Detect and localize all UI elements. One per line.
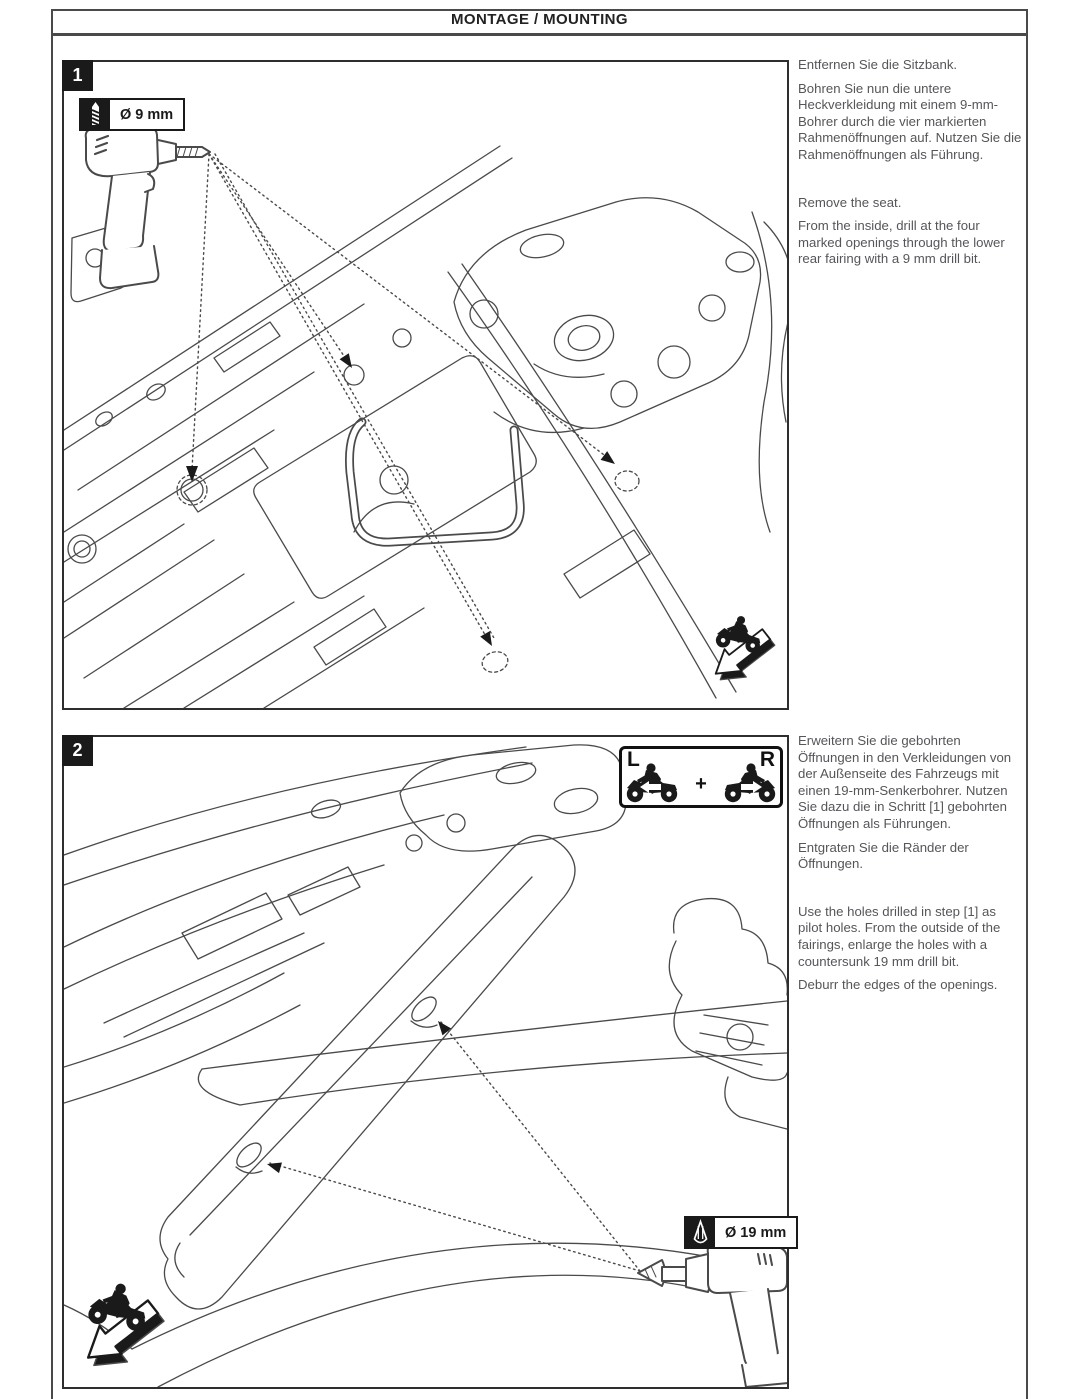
step2-text-de-1: Erweitern Sie die gebohrten Öffnungen in den Verkleidungen von der Außenseite des Fahrzeugs mit einen 19-mm-Senkerbohrer. Nutzen Sie dazu die in Schritt [1] gebohrten Öffnungen als Führungen. <box>798 733 1012 831</box>
rear-wheel-arch <box>64 1243 710 1387</box>
twist-drill-bit-icon <box>81 100 110 129</box>
leader-lines <box>192 154 612 640</box>
language-divider-gap <box>798 171 1022 195</box>
page-title: MONTAGE / MOUNTING <box>451 11 628 28</box>
step1-number-badge <box>62 60 93 91</box>
step1-tool-label <box>79 98 185 131</box>
legend-left-letter: L <box>627 748 640 771</box>
step1-text-de-2: Bohren Sie nun die untere Heckverkleidung mit einem 9-mm-Bohrer durch die vier markierten Rahmenöffnungen auf. Nutzen Sie die Rahmenöffnungen als Führung. <box>798 80 1022 162</box>
step2-figure-panel <box>62 735 789 1389</box>
step2-text-en-2: Deburr the edges of the openings. <box>798 977 998 993</box>
step1-text-en-1: Remove the seat. <box>798 194 902 210</box>
step1-tool-size: Ø 9 mm <box>120 106 174 123</box>
step1-text-en-2: From the inside, drill at the four marked openings through the lower rear fairing with a 9 mm drill bit. <box>798 218 1005 267</box>
motorcycle-right-icon <box>725 763 775 802</box>
title-divider <box>51 33 1028 36</box>
step2-tool-label <box>684 1216 798 1249</box>
motorcycle-direction-icon <box>715 612 775 679</box>
left-right-legend <box>619 746 783 808</box>
step1-text-de-1: Entfernen Sie die Sitzbank. <box>798 57 958 72</box>
legend-plus-sign: + <box>695 773 707 795</box>
subframe-casting <box>393 198 787 532</box>
step2-number-badge <box>62 735 93 766</box>
step2-number: 2 <box>72 740 83 760</box>
drill-illustration <box>86 125 210 288</box>
side-fairing-panel <box>160 835 575 1309</box>
step2-illustration <box>64 737 787 1387</box>
motorcycle-direction-icon <box>87 1279 164 1365</box>
countersink-drill-illustration <box>638 1243 787 1387</box>
step1-figure-panel <box>62 60 789 710</box>
step2-text-de-2: Entgraten Sie die Ränder der Öffnungen. <box>798 839 969 872</box>
motorcycle-left-icon <box>627 763 677 802</box>
leader-arrowheads <box>186 353 615 646</box>
drill-hole-markers <box>177 365 639 675</box>
frame-tube-and-arm <box>198 899 787 1129</box>
step1-illustration <box>64 62 787 708</box>
step2-tool-size: Ø 19 mm <box>725 1224 787 1241</box>
language-divider-gap <box>798 880 1022 904</box>
legend-right-letter: R <box>759 748 775 771</box>
step2-instructions <box>798 733 1022 1001</box>
step2-text-en-1: Use the holes drilled in step [1] as pilot holes. From the outside of the fairings, enlarge the holes with a countersunk 19 mm drill bit. <box>798 903 1001 969</box>
countersink-bit-icon <box>686 1218 715 1247</box>
step1-number: 1 <box>72 65 83 85</box>
seat-lock-tube <box>350 422 521 542</box>
leader-lines <box>270 1022 640 1271</box>
step1-instructions <box>798 57 1022 275</box>
